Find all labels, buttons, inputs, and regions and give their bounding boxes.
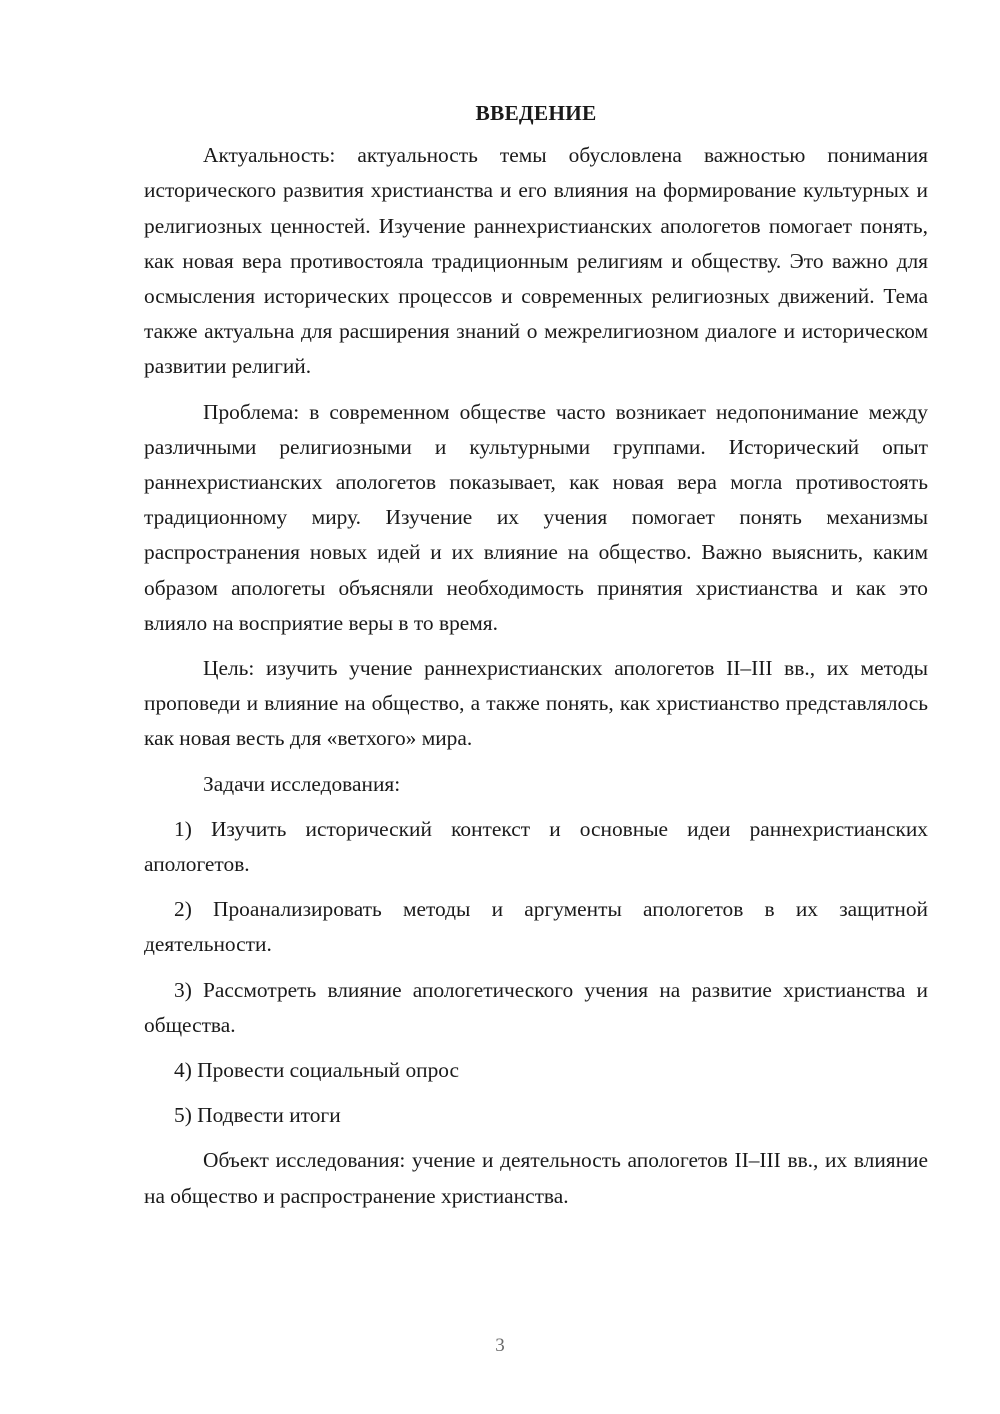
page-heading: ВВЕДЕНИЕ bbox=[475, 101, 597, 125]
tasks-heading: Задачи исследования: bbox=[203, 771, 401, 796]
goal-paragraph: Цель: изучить учение раннехристианских апологетов II–III вв., их методы проповеди и влияние на общество, а также понять, как христианство представлялось как новая весть для «ветхого» мира. bbox=[144, 656, 928, 751]
task-item-5: 5) Подвести итоги bbox=[174, 1103, 341, 1128]
object-paragraph: Объект исследования: учение и деятельность апологетов II–III вв., их влияние на общество и распространение христианства. bbox=[144, 1148, 928, 1208]
problem-paragraph: Проблема: в современном обществе часто возникает недопонимание между различными религиозными и культурными группами. Исторический опыт раннехристианских апологетов показывает, как новая вера могла противостоять традиционному миру. Изучение их учения помогает понять механизмы распространения новых идей и их влияние на общество. Важно выяснить, каким образом апологеты объясняли необходимость принятия христианства и как это влияло на восприятие веры в то время. bbox=[144, 399, 928, 635]
page-content bbox=[144, 96, 928, 1224]
task-item-3: 3) Рассмотреть влияние апологетического учения на развитие христианства и общества. bbox=[144, 977, 928, 1037]
task-item-1: 1) Изучить исторический контекст и основные идеи раннехристианских апологетов. bbox=[144, 816, 928, 877]
page-number: 3 bbox=[495, 1335, 505, 1356]
relevance-paragraph: Актуальность: актуальность темы обусловлена важностью понимания исторического развития христианства и его влияния на формирование культурных и религиозных ценностей. Изучение раннехристианских апологетов помогает понять, как новая вера противостояла традиционным религиям и обществу. Это важно для осмысления исторических процессов и современных религиозных движений. Тема также актуальна для расширения знаний о межрелигиозном диалоге и историческом развитии религий. bbox=[144, 143, 928, 379]
task-item-4: 4) Провести социальный опрос bbox=[174, 1058, 460, 1083]
task-item-2: 2) Проанализировать методы и аргументы апологетов в их защитной деятельности. bbox=[144, 897, 928, 957]
